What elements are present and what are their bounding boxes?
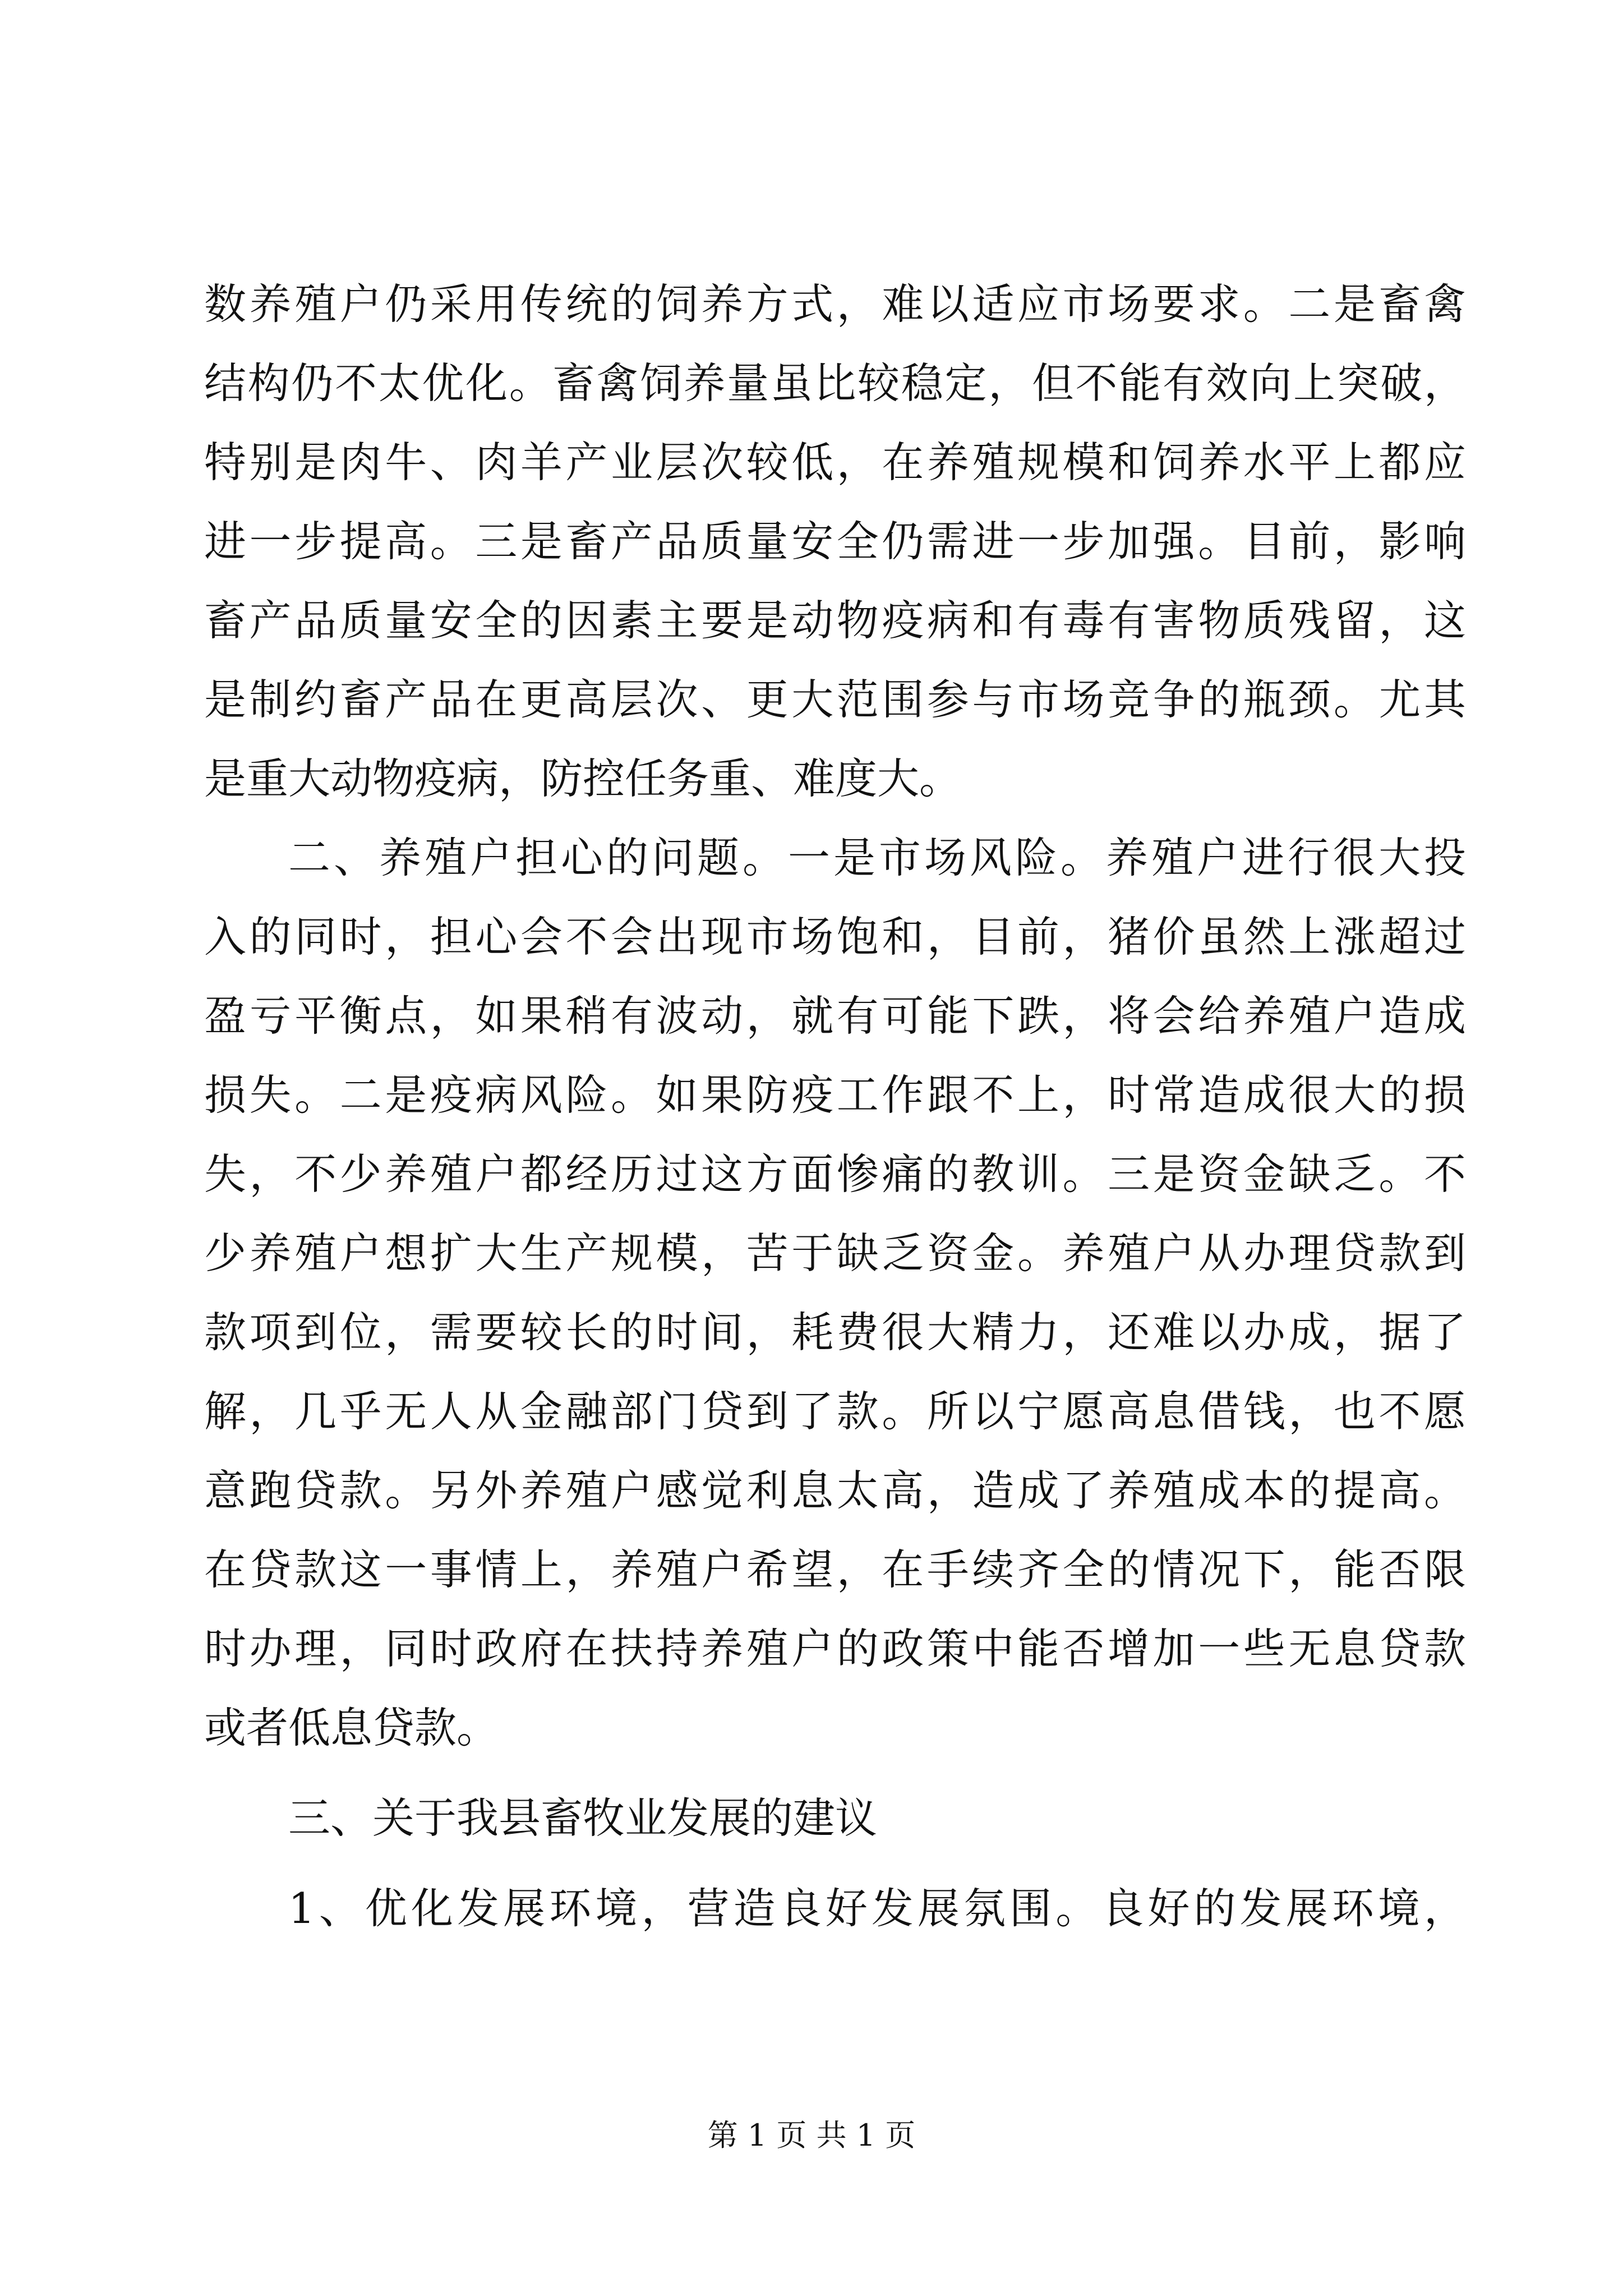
text-line: 款项到位，需要较长的时间，耗费很大精力，还难以办成，据了 xyxy=(204,1308,1466,1357)
text-line: 结构仍不太优化。畜禽饲养量虽比较稳定，但不能有效向上突破， xyxy=(204,358,1466,408)
text-line: 进一步提高。三是畜产品质量安全仍需进一步加强。目前，影响 xyxy=(204,517,1466,566)
text-line: 解，几乎无人从金融部门贷到了款。所以宁愿高息借钱，也不愿 xyxy=(204,1387,1466,1436)
text-line: 是重大动物疫病，防控任务重、难度大。 xyxy=(204,754,962,803)
text-line: 入的同时，担心会不会出现市场饱和，目前，猪价虽然上涨超过 xyxy=(204,912,1466,961)
text-line: 数养殖户仍采用传统的饲养方式，难以适应市场要求。二是畜禽 xyxy=(204,279,1466,329)
text-line: 时办理，同时政府在扶持养殖户的政策中能否增加一些无息贷款 xyxy=(204,1624,1466,1673)
text-line: 特别是肉牛、肉羊产业层次较低，在养殖规模和饲养水平上都应 xyxy=(204,438,1466,487)
text-line: 畜产品质量安全的因素主要是动物疫病和有毒有害物质残留，这 xyxy=(204,596,1466,645)
text-line: 三、关于我县畜牧业发展的建议 xyxy=(288,1793,878,1843)
text-line: 是制约畜产品在更高层次、更大范围参与市场竞争的瓶颈。尤其 xyxy=(204,675,1466,724)
text-line: 失，不少养殖户都经历过这方面惨痛的教训。三是资金缺乏。不 xyxy=(204,1149,1466,1199)
page-footer: 第 1 页 共 1 页 xyxy=(707,2118,916,2153)
text-line: 在贷款这一事情上，养殖户希望，在手续齐全的情况下，能否限 xyxy=(204,1545,1466,1594)
text-line: 或者低息贷款。 xyxy=(204,1703,499,1752)
text-line: 损失。二是疫病风险。如果防疫工作跟不上，时常造成很大的损 xyxy=(204,1070,1466,1120)
text-line: 意跑贷款。另外养殖户感觉利息太高，造成了养殖成本的提高。 xyxy=(204,1466,1466,1515)
text-line: 少养殖户想扩大生产规模，苦于缺乏资金。养殖户从办理贷款到 xyxy=(204,1228,1466,1278)
text-line: 二、养殖户担心的问题。一是市场风险。养殖户进行很大投 xyxy=(288,833,1466,882)
body-text xyxy=(204,265,1466,1948)
text-line: 1、优化发展环境，营造良好发展氛围。良好的发展环境， xyxy=(288,1884,1466,1933)
text-line: 盈亏平衡点，如果稍有波动，就有可能下跌，将会给养殖户造成 xyxy=(204,991,1466,1041)
